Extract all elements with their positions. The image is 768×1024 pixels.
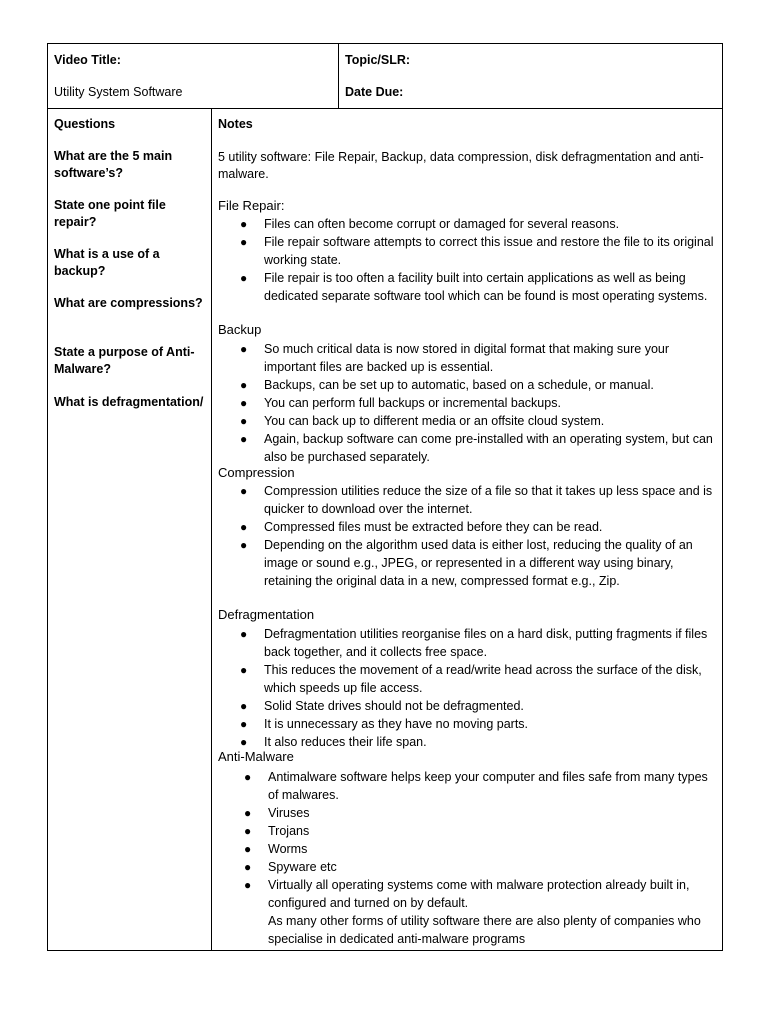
section-title-backup: Backup [218, 322, 262, 337]
notes-intro: 5 utility software: File Repair, Backup, data compression, disk defragmentation and anti-malware. [218, 150, 704, 181]
questions-heading: Questions [54, 117, 116, 131]
section-title-file-repair: File Repair: [218, 198, 285, 213]
video-title-label: Video Title: [54, 53, 121, 67]
bullet-list-backup [240, 340, 719, 466]
bullet-item: ● It also reduces their life span. [240, 735, 427, 749]
notes-table [47, 43, 723, 951]
bullet-item: ● Solid State drives should not be defragmented. [240, 699, 524, 713]
bullet-list-compression [240, 482, 719, 590]
notes-heading: Notes [218, 117, 253, 131]
bullet-item: ● This reduces the movement of a read/write head across the surface of the disk, which speeds up file access. [240, 663, 702, 695]
bullet-item: ● Antimalware software helps keep your computer and files safe from many types of malwares. [244, 770, 708, 802]
video-title-cell [48, 44, 339, 108]
section-title-compression: Compression [218, 465, 295, 480]
question-item: State a purpose of Anti-Malware? [54, 345, 195, 376]
bullet-item: ● Trojans [244, 824, 310, 838]
bullet-item: ● You can back up to different media or an offsite cloud system. [240, 414, 605, 428]
notes-column [212, 109, 722, 950]
bullet-item: ● Files can often become corrupt or damaged for several reasons. [240, 217, 620, 231]
bullet-item: ● Spyware etc [244, 860, 337, 874]
bullet-item: ● Depending on the algorithm used data is either lost, reducing the quality of an image or sound e.g., JPEG, or represented in a different way using binary, retaining the original data in a new, compressed format e.g., Zip. [240, 538, 693, 588]
question-item: What is a use of a backup? [54, 247, 160, 278]
bullet-item: ● Virtually all operating systems come with malware protection already built in, configured and turned on by default. As many other forms of utility software there are also plenty of companies who specialise in dedicated anti-malware programs [244, 878, 701, 946]
bullet-item: ● So much critical data is now stored in digital format that making sure your important files are backed up is essential. [240, 342, 670, 374]
topic-label: Topic/SLR: [345, 53, 411, 67]
question-item: What are the 5 main software’s? [54, 149, 173, 180]
section-title-defragmentation: Defragmentation [218, 607, 315, 622]
bullet-item: ● You can perform full backups or incremental backups. [240, 396, 561, 410]
bullet-item: ● Viruses [244, 806, 310, 820]
bullet-item: ● File repair software attempts to correct this issue and restore the file to its original working state. [240, 235, 714, 267]
question-item: What are compressions? [54, 296, 203, 310]
bullet-item: ● Defragmentation utilities reorganise files on a hard disk, putting fragments if files back together, and it collects free space. [240, 627, 708, 659]
date-due-label: Date Due: [345, 85, 404, 99]
topic-cell [339, 44, 722, 108]
video-title-value: Utility System Software [54, 85, 183, 99]
header-row [48, 44, 722, 109]
bullet-item: ● File repair is too often a facility built into certain applications as well as being dedicated separate software tool which can be found is most operating systems. [240, 271, 708, 303]
bullet-item: ● Again, backup software can come pre-installed with an operating system, but can also be purchased separately. [240, 432, 713, 464]
bullet-list-defragmentation [240, 625, 719, 751]
bullet-item: ● Worms [244, 842, 308, 856]
bullet-item: ● It is unnecessary as they have no moving parts. [240, 717, 529, 731]
bullet-item: ● Backups, can be set up to automatic, based on a schedule, or manual. [240, 378, 654, 392]
bullet-item: ● Compressed files must be extracted before they can be read. [240, 520, 603, 534]
question-item: State one point file repair? [54, 198, 166, 229]
bullet-list-file-repair [240, 215, 719, 305]
bullet-item: ● Compression utilities reduce the size of a file so that it takes up less space and is quicker to download over the internet. [240, 484, 713, 516]
question-item: What is defragmentation/ [54, 395, 204, 409]
bullet-list-anti-malware [244, 768, 718, 948]
questions-column [48, 109, 212, 950]
section-title-anti-malware: Anti-Malware [218, 749, 294, 764]
